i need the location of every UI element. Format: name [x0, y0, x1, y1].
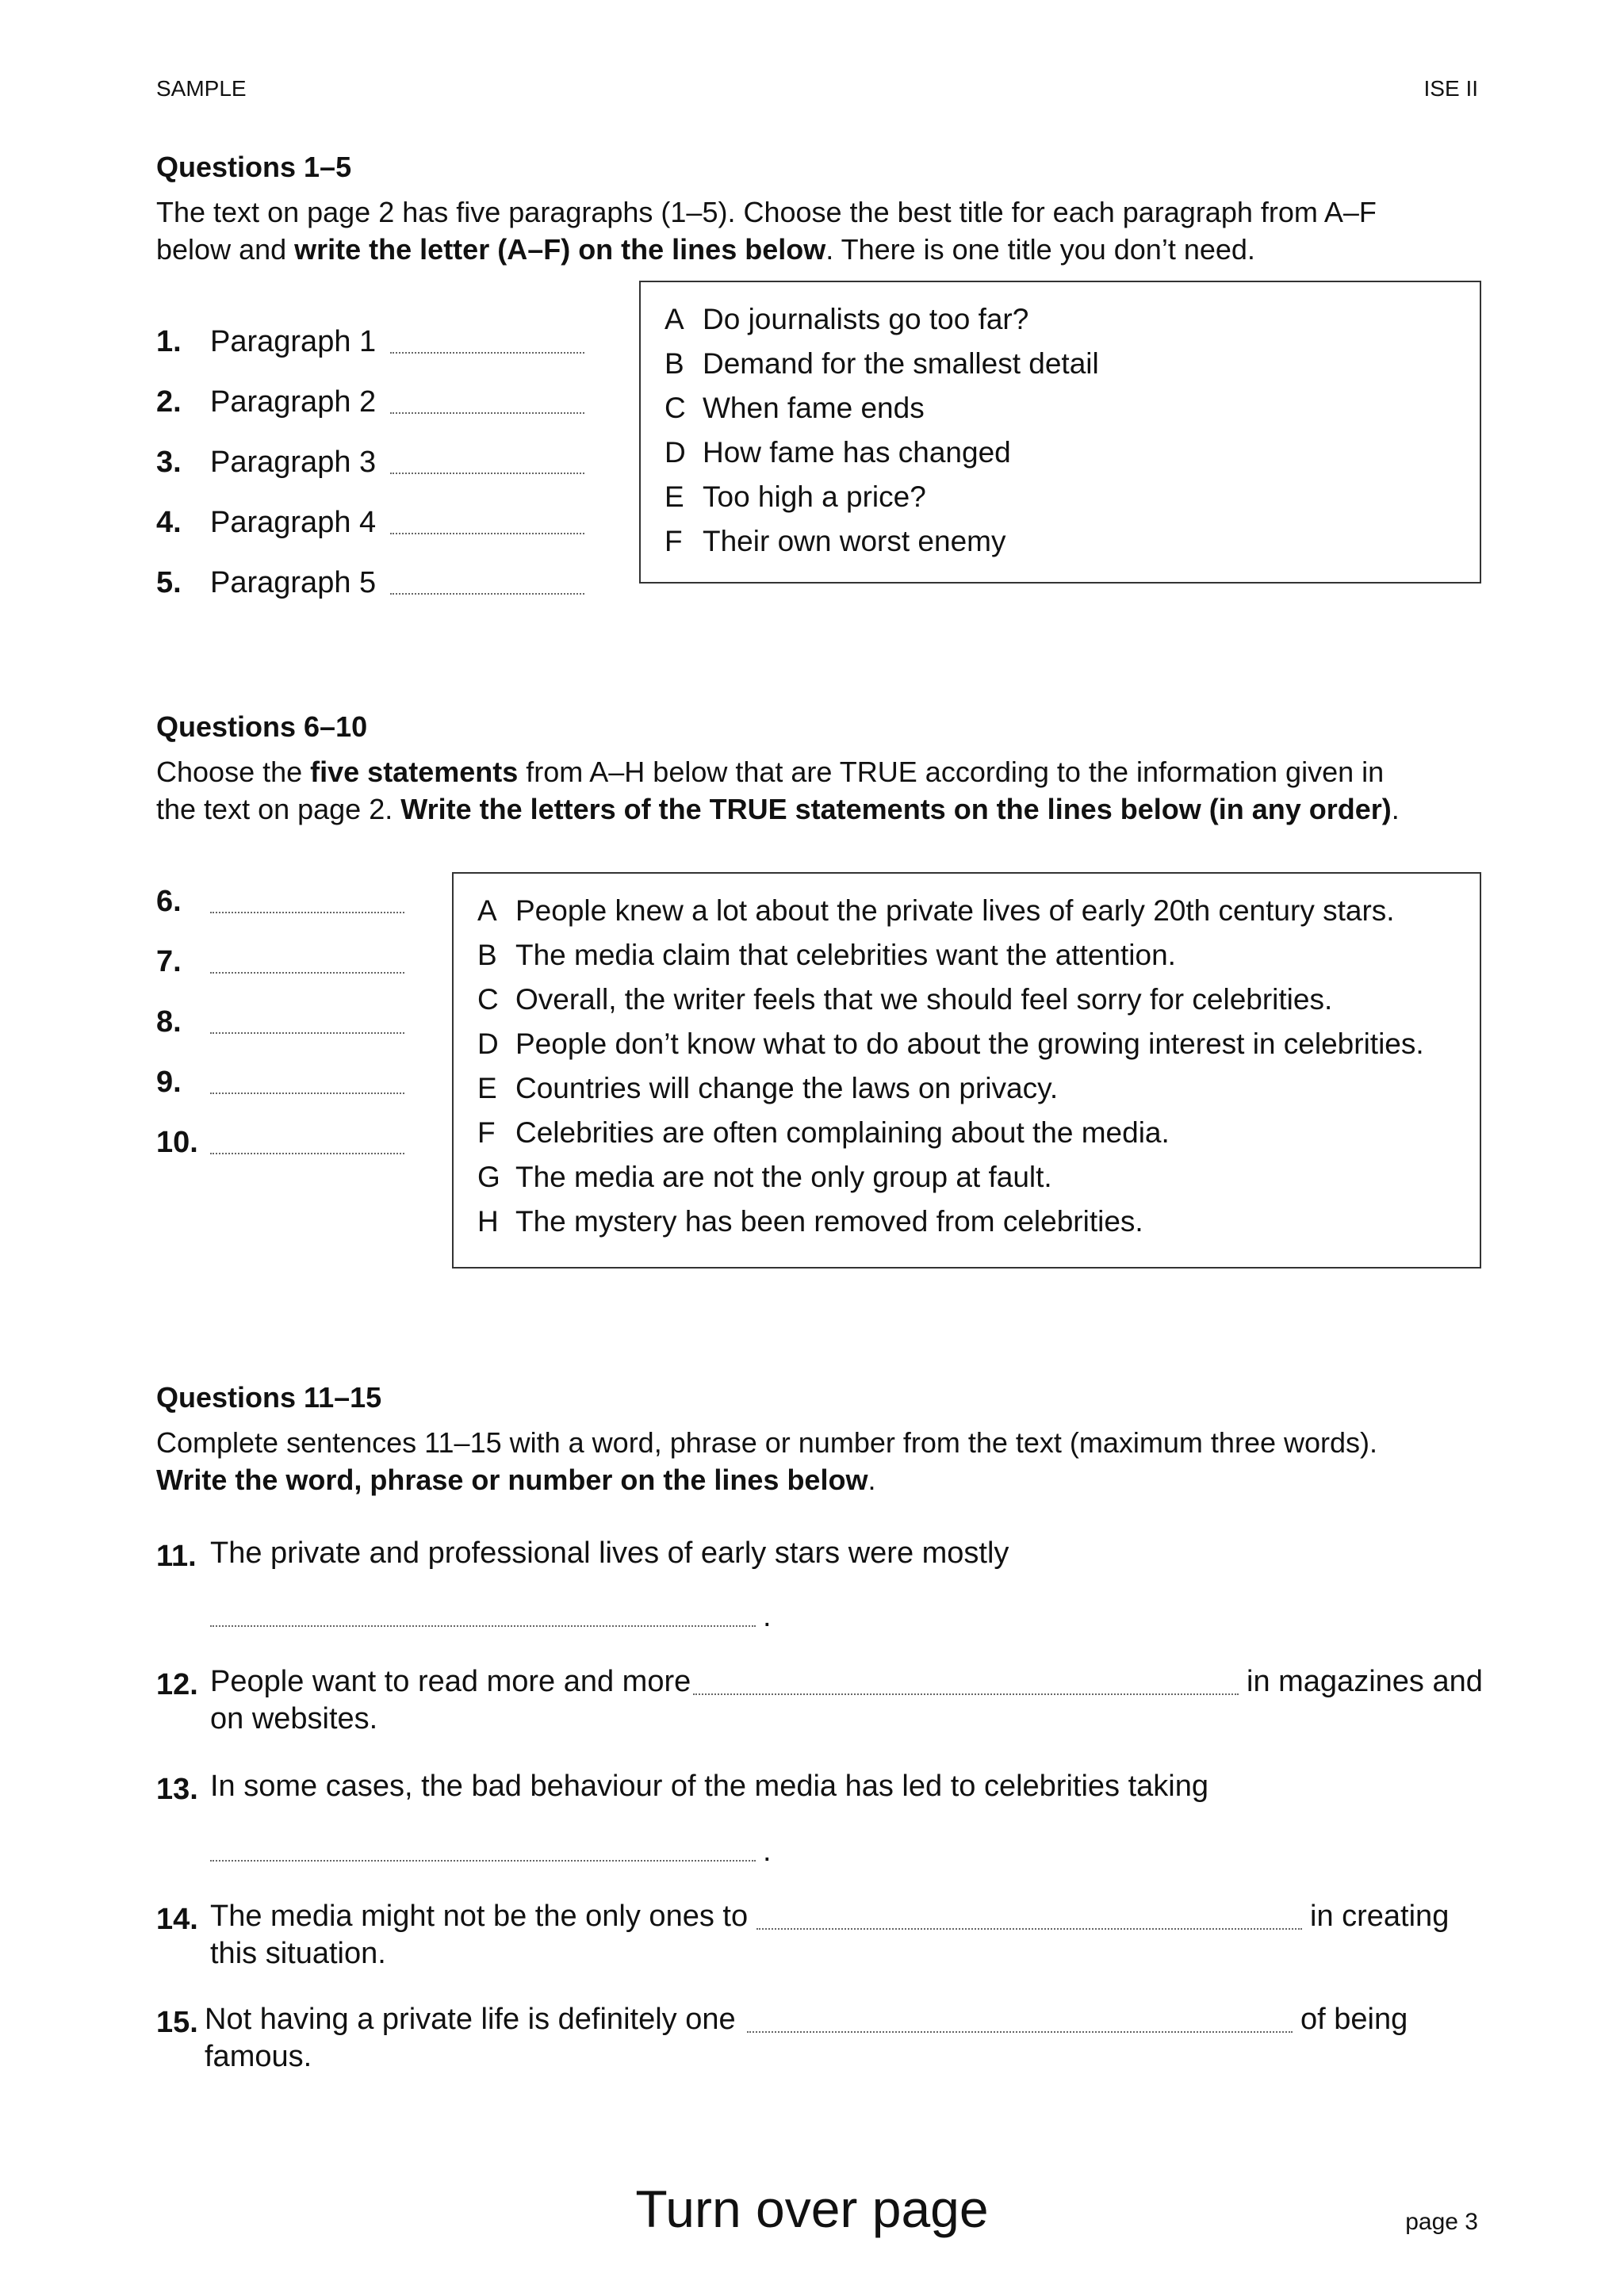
option-row: C Overall, the writer feels that we should feel sorry for celebrities. — [477, 983, 1333, 1016]
q15-before: Not having a private life is definitely one — [205, 2003, 736, 2036]
answer-line[interactable] — [210, 1093, 404, 1094]
item-number: 7. — [156, 945, 182, 978]
option-row: B The media claim that celebrities want the attention. — [477, 939, 1176, 971]
q11-answer-line[interactable] — [210, 1625, 756, 1627]
item-label: Paragraph 2 — [210, 385, 377, 419]
q11-end: . — [763, 1600, 772, 1633]
option-row: D How fame has changed — [665, 436, 1011, 469]
item-number: 5. — [156, 566, 182, 599]
q14-line2: this situation. — [210, 1937, 386, 1970]
section1-instructions — [156, 193, 1488, 268]
option-row: A Do journalists go too far? — [665, 303, 1029, 335]
q14-answer-line[interactable] — [756, 1928, 1302, 1930]
q13-number: 13. — [156, 1773, 198, 1806]
section1-instr-line1: The text on page 2 has five paragraphs (1–5). Choose the best title for each paragraph from A–F — [156, 196, 1377, 228]
option-row: F Their own worst enemy — [665, 525, 1006, 557]
option-row: D People don’t know what to do about the growing interest in celebrities. — [477, 1027, 1424, 1060]
q13-end: . — [763, 1835, 772, 1868]
q11-number: 11. — [156, 1540, 197, 1573]
q14-after: in creating — [1310, 1900, 1450, 1933]
item-label: Paragraph 3 — [210, 446, 377, 479]
item-number: 2. — [156, 385, 182, 419]
section2-options-box — [452, 872, 1481, 1269]
option-row: C When fame ends — [665, 392, 925, 424]
item-label: Paragraph 1 — [210, 325, 377, 358]
section3-instructions — [156, 1424, 1504, 1498]
q12-line2: on websites. — [210, 1702, 378, 1735]
section2-title: Questions 6–10 — [156, 710, 368, 743]
q15-number: 15. — [156, 2006, 198, 2039]
section2-instr-line1: Choose the five statements from A–H below that are TRUE according to the information given in — [156, 756, 1385, 788]
q12-after: in magazines and — [1247, 1665, 1483, 1698]
q14-before: The media might not be the only ones to — [210, 1900, 749, 1933]
option-row: E Countries will change the laws on privacy. — [477, 1072, 1059, 1104]
answer-line[interactable] — [210, 912, 404, 913]
option-row: F Celebrities are often complaining about the media. — [477, 1116, 1170, 1149]
item-number: 8. — [156, 1005, 182, 1039]
q12-number: 12. — [156, 1668, 198, 1701]
item-number: 9. — [156, 1066, 182, 1099]
item-number: 1. — [156, 325, 182, 358]
option-row: G The media are not the only group at fault. — [477, 1161, 1052, 1193]
q12-answer-line[interactable] — [693, 1693, 1239, 1695]
page-number: page 3 — [1405, 2209, 1478, 2235]
section3-instr-line2: Write the word, phrase or number on the lines below. — [156, 1464, 876, 1496]
option-row: B Demand for the smallest detail — [665, 347, 1099, 380]
answer-line[interactable] — [390, 533, 584, 534]
section2-instructions — [156, 753, 1504, 828]
item-number: 3. — [156, 446, 182, 479]
q15-after: of being — [1300, 2003, 1408, 2036]
q15-line2: famous. — [205, 2040, 312, 2073]
section3-instr-line1: Complete sentences 11–15 with a word, phrase or number from the text (maximum three words). — [156, 1426, 1378, 1459]
item-label: Paragraph 5 — [210, 566, 377, 599]
section1-title: Questions 1–5 — [156, 151, 352, 183]
header-right: ISE II — [1423, 76, 1478, 101]
answer-line[interactable] — [390, 593, 584, 595]
answer-line[interactable] — [390, 412, 584, 414]
section2-instr-line2: the text on page 2. Write the letters of the TRUE statements on the lines below (in any order). — [156, 793, 1400, 825]
item-label: Paragraph 4 — [210, 506, 377, 539]
answer-line[interactable] — [210, 972, 404, 974]
q11-text: The private and professional lives of early stars were mostly — [210, 1536, 1009, 1570]
section1-options-box — [639, 281, 1481, 584]
q14-number: 14. — [156, 1903, 198, 1936]
q12-before: People want to read more and more — [210, 1665, 691, 1698]
option-row: H The mystery has been removed from celebrities. — [477, 1205, 1143, 1238]
answer-line[interactable] — [210, 1153, 404, 1154]
turn-over-text: Turn over page — [635, 2179, 989, 2238]
answer-line[interactable] — [390, 352, 584, 354]
item-number: 10. — [156, 1126, 198, 1159]
q13-text: In some cases, the bad behaviour of the media has led to celebrities taking — [210, 1770, 1208, 1803]
section1-instr-line2: below and write the letter (A–F) on the lines below. There is one title you don’t need. — [156, 233, 1255, 266]
option-row: A People knew a lot about the private lives of early 20th century stars. — [477, 894, 1395, 927]
item-number: 6. — [156, 885, 182, 918]
q15-answer-line[interactable] — [747, 2031, 1293, 2033]
answer-line[interactable] — [390, 473, 584, 474]
option-row: E Too high a price? — [665, 480, 926, 513]
item-number: 4. — [156, 506, 182, 539]
q13-answer-line[interactable] — [210, 1860, 756, 1862]
section3-title: Questions 11–15 — [156, 1381, 382, 1414]
answer-line[interactable] — [210, 1032, 404, 1034]
header-left: SAMPLE — [156, 76, 247, 101]
